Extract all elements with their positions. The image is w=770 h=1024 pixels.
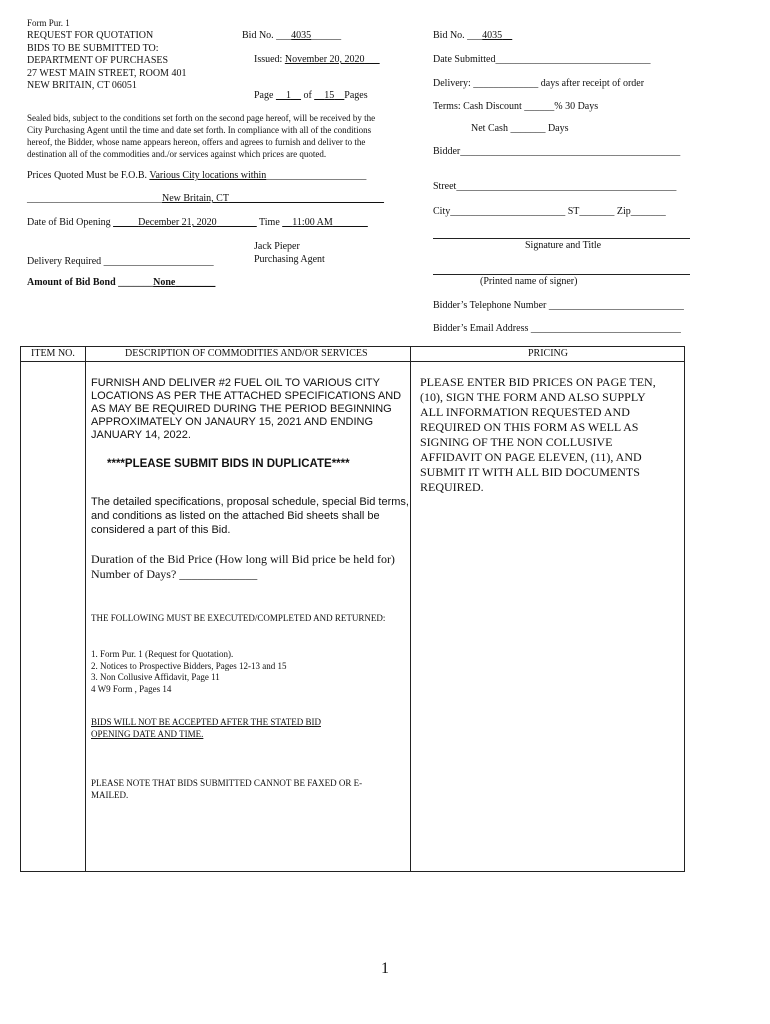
issued-date: Issued: November 20, 2020___ xyxy=(254,54,380,65)
col-header-item: ITEM NO. xyxy=(31,348,75,359)
address-line: 27 WEST MAIN STREET, ROOM 401 xyxy=(27,67,187,79)
purchasing-agent xyxy=(254,240,325,266)
list-item: 2. Notices to Prospective Bidders, Pages 12-13 and 15 xyxy=(91,660,287,671)
address-block xyxy=(27,30,186,93)
bidder-field: Bidder____________________________________________ xyxy=(433,146,681,157)
issued-value: November 20, 2020 xyxy=(284,54,365,65)
duration-question: Duration of the Bid Price (How long will Bid price be held for) Number of Days? _____________ xyxy=(91,552,395,581)
opening-date-value: December 21, 2020 xyxy=(138,217,217,228)
right-bid-number: Bid No. ___4035__ xyxy=(433,30,513,41)
printed-name-line xyxy=(433,274,690,275)
bid-opening: Date of Bid Opening _____December 21, 2020________ Time __11:00 AM_______ xyxy=(27,217,368,228)
column-divider xyxy=(410,347,411,871)
fob-line: Prices Quoted Must be F.O.B. Various City locations within____________________ xyxy=(27,170,367,181)
delivery-required: Delivery Required ______________________ xyxy=(27,256,214,267)
column-divider xyxy=(85,347,86,871)
specs-text: The detailed specifications, proposal schedule, special Bid terms, and conditions as listed on the attached Bid sheets shall be considered a part of this Bid. xyxy=(91,496,409,536)
page-count: Page __1__ of __15__Pages xyxy=(254,90,368,101)
following-heading: THE FOLLOWING MUST BE EXECUTED/COMPLETED AND RETURNED: xyxy=(91,613,386,623)
fob-line-2: ___________________________New Britain, CT_______________________________ xyxy=(27,193,384,204)
delivery-days: Delivery: _____________ days after receipt of order xyxy=(433,78,645,89)
printed-name-label: (Printed name of signer) xyxy=(480,276,578,287)
fob-value: Various City locations within xyxy=(149,170,267,181)
telephone-field: Bidder’s Telephone Number ___________________________ xyxy=(433,300,684,311)
description-main: FURNISH AND DELIVER #2 FUEL OIL TO VARIOUS CITY LOCATIONS AS PER THE ATTACHED SPECIFICATIONS AND AS MAY BE REQUIRED DURING THE PERIOD BEGINNING APPROXIMATELY ON JANAURY 15, 2021 AND ENDING JANUARY 14, 2022. xyxy=(91,377,402,441)
sealed-bids-text: Sealed bids, subject to the conditions set forth on the second page hereof, will be received by the City Purchasing Agent until the time and date set forth. In compliance with all of the conditions hereof, the Bidder, whose name appears hereon, offers and agrees to furnish and deliver to the destination all of the commodities and./or services against which prices are quoted. xyxy=(27,113,376,159)
pricing-instructions: PLEASE ENTER BID PRICES ON PAGE TEN, (10), SIGN THE FORM AND ALSO SUPPLY ALL INFORMATION REQUESTED AND REQUIRED ON THIS FORM AS WELL AS SIGNING OF THE NON COLLUSIVE AFFIDAVIT ON PAGE ELEVEN, (11), AND SUBMIT IT WITH ALL BID DOCUMENTS REQUIRED. xyxy=(420,375,656,494)
cash-discount: Terms: Cash Discount ______% 30 Days xyxy=(433,101,599,112)
duplicate-notice: ****PLEASE SUBMIT BIDS IN DUPLICATE**** xyxy=(107,458,350,470)
form-id: Form Pur. 1 xyxy=(27,18,70,28)
net-cash: Net Cash _______ Days xyxy=(471,123,569,134)
fob-value-2: New Britain, CT xyxy=(162,193,229,204)
page-number: 1 xyxy=(381,960,389,977)
opening-time-value: 11:00 AM xyxy=(292,217,333,228)
address-line: REQUEST FOR QUOTATION xyxy=(27,30,154,41)
street-field: Street____________________________________________ xyxy=(433,181,677,192)
address-line: DEPARTMENT OF PURCHASES xyxy=(27,55,169,66)
city-state-zip: City_______________________ ST_______ Zip_______ xyxy=(433,206,666,217)
email-field: Bidder’s Email Address ______________________________ xyxy=(433,323,681,334)
bid-bond-value: None xyxy=(153,277,176,288)
not-accepted-notice: BIDS WILL NOT BE ACCEPTED AFTER THE STATED BID OPENING DATE AND TIME. xyxy=(91,717,321,739)
bid-number-value: 4035 xyxy=(291,30,312,41)
list-item: 1. Form Pur. 1 (Request for Quotation). xyxy=(91,649,234,659)
address-line: NEW BRITAIN, CT 06051 xyxy=(27,80,137,91)
required-documents-list xyxy=(91,649,286,695)
date-submitted: Date Submitted_______________________________ xyxy=(433,54,651,65)
bid-number: Bid No. ___4035______ xyxy=(242,30,342,41)
agent-title: Purchasing Agent xyxy=(254,254,325,265)
col-header-description: DESCRIPTION OF COMMODITIES AND/OR SERVICES xyxy=(125,348,368,359)
fax-notice: PLEASE NOTE THAT BIDS SUBMITTED CANNOT BE FAXED OR E-MAILED. xyxy=(91,778,363,800)
address-line: BIDS TO BE SUBMITTED TO: xyxy=(27,42,159,54)
header-divider xyxy=(21,361,684,362)
signature-line xyxy=(433,238,690,239)
list-item: 4 W9 Form , Pages 14 xyxy=(91,683,172,694)
col-header-pricing: PRICING xyxy=(528,348,569,359)
bid-bond: Amount of Bid Bond _______None________ xyxy=(27,277,216,288)
signature-label: Signature and Title xyxy=(525,240,602,251)
list-item: 3. Non Collusive Affidavit, Page 11 xyxy=(91,672,220,682)
agent-name: Jack Pieper xyxy=(254,241,300,252)
items-table xyxy=(20,346,685,872)
